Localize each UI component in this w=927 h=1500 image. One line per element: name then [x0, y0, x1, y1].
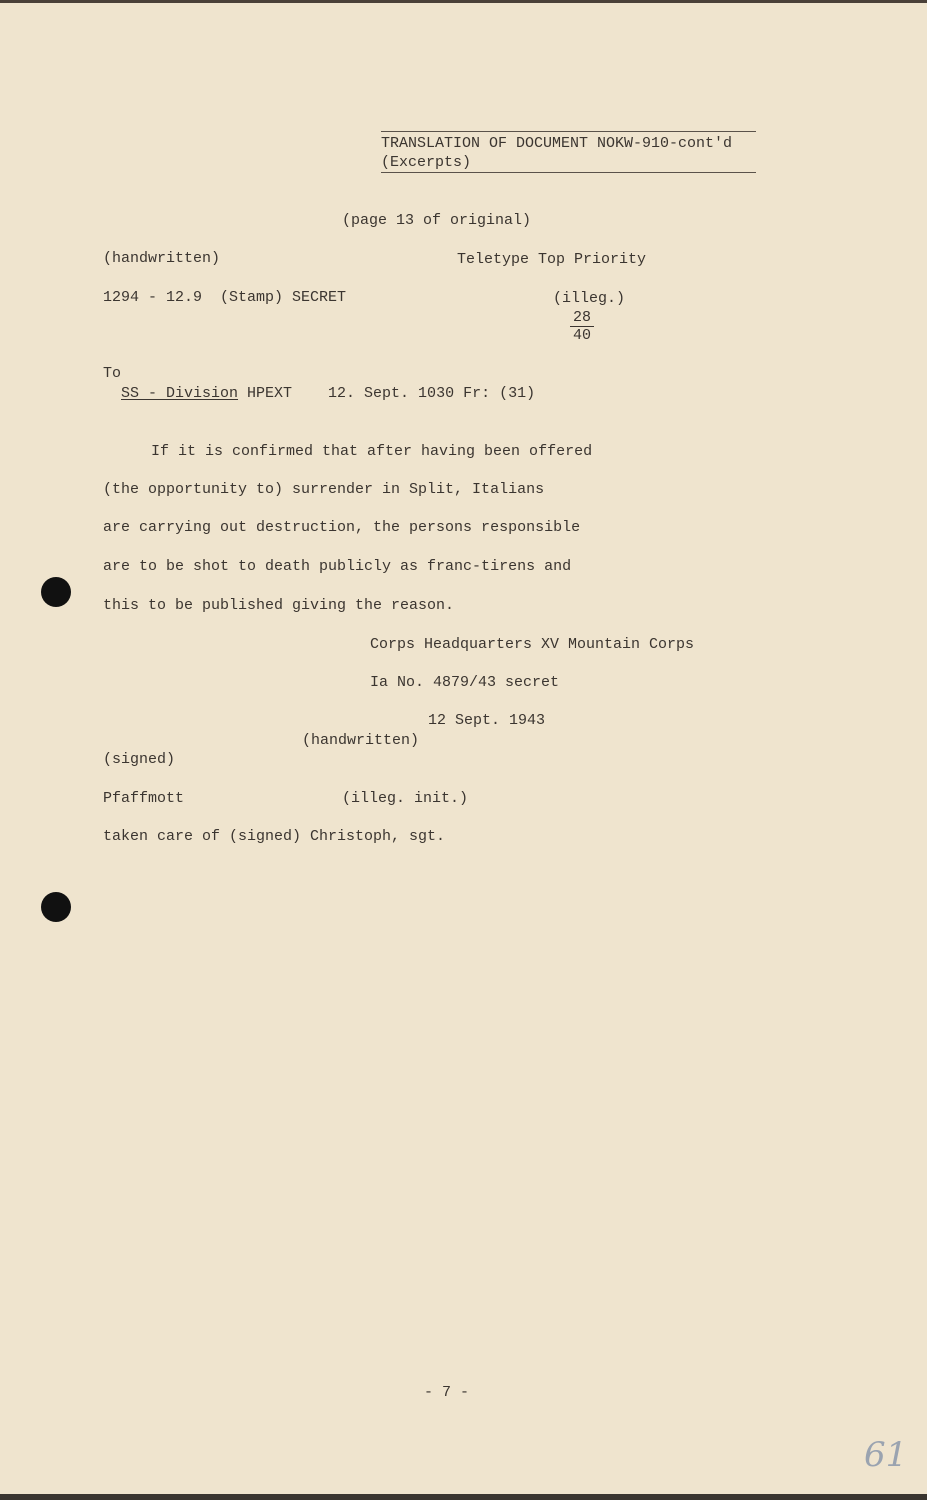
- priority-note: Teletype Top Priority: [457, 251, 647, 268]
- punch-hole: [41, 577, 71, 607]
- signer-name: Pfaffmott: [103, 790, 185, 807]
- body-line: (the opportunity to) surrender in Split, Italians: [103, 481, 545, 498]
- signature-date: 12 Sept. 1943: [428, 712, 546, 729]
- addressee: SS - Division: [121, 385, 239, 402]
- reference-number: Ia No. 4879/43 secret: [370, 674, 560, 691]
- bottom-edge: [0, 1494, 927, 1500]
- signed-label: (signed): [103, 751, 176, 768]
- body-line: If it is confirmed that after having been offered: [151, 443, 593, 460]
- title-rule-bottom: [381, 172, 756, 173]
- archive-number: 61: [864, 1435, 908, 1475]
- handwritten-note: (handwritten): [103, 250, 221, 267]
- illegible-initials: (illeg. init.): [342, 790, 469, 807]
- handwritten-annotation: (handwritten): [302, 732, 420, 749]
- punch-hole: [41, 892, 71, 922]
- addressee-line: [121, 385, 535, 403]
- reference-line: 1294 - 12.9 (Stamp) SECRET: [103, 289, 347, 306]
- document-subtitle: (Excerpts): [381, 154, 472, 171]
- fraction-number: [570, 309, 594, 345]
- fraction-numerator: 28: [570, 309, 594, 327]
- title-rule-top: [381, 131, 756, 132]
- addressee-details: HPEXT 12. Sept. 1030 Fr: (31): [238, 385, 536, 402]
- body-line: are carrying out destruction, the persons responsible: [103, 519, 581, 536]
- taken-care-line: taken care of (signed) Christoph, sgt.: [103, 828, 446, 845]
- fraction-denominator: 40: [572, 327, 591, 344]
- illegible-note: (illeg.): [553, 290, 626, 307]
- page-number: - 7 -: [424, 1384, 470, 1401]
- body-line: this to be published giving the reason.: [103, 597, 455, 614]
- document-title: TRANSLATION OF DOCUMENT NOKW-910-cont'd: [381, 135, 733, 152]
- body-line: are to be shot to death publicly as franc-tirens and: [103, 558, 572, 575]
- to-label: To: [103, 365, 122, 382]
- page-reference: (page 13 of original): [342, 212, 532, 229]
- corps-headquarters: Corps Headquarters XV Mountain Corps: [370, 636, 695, 653]
